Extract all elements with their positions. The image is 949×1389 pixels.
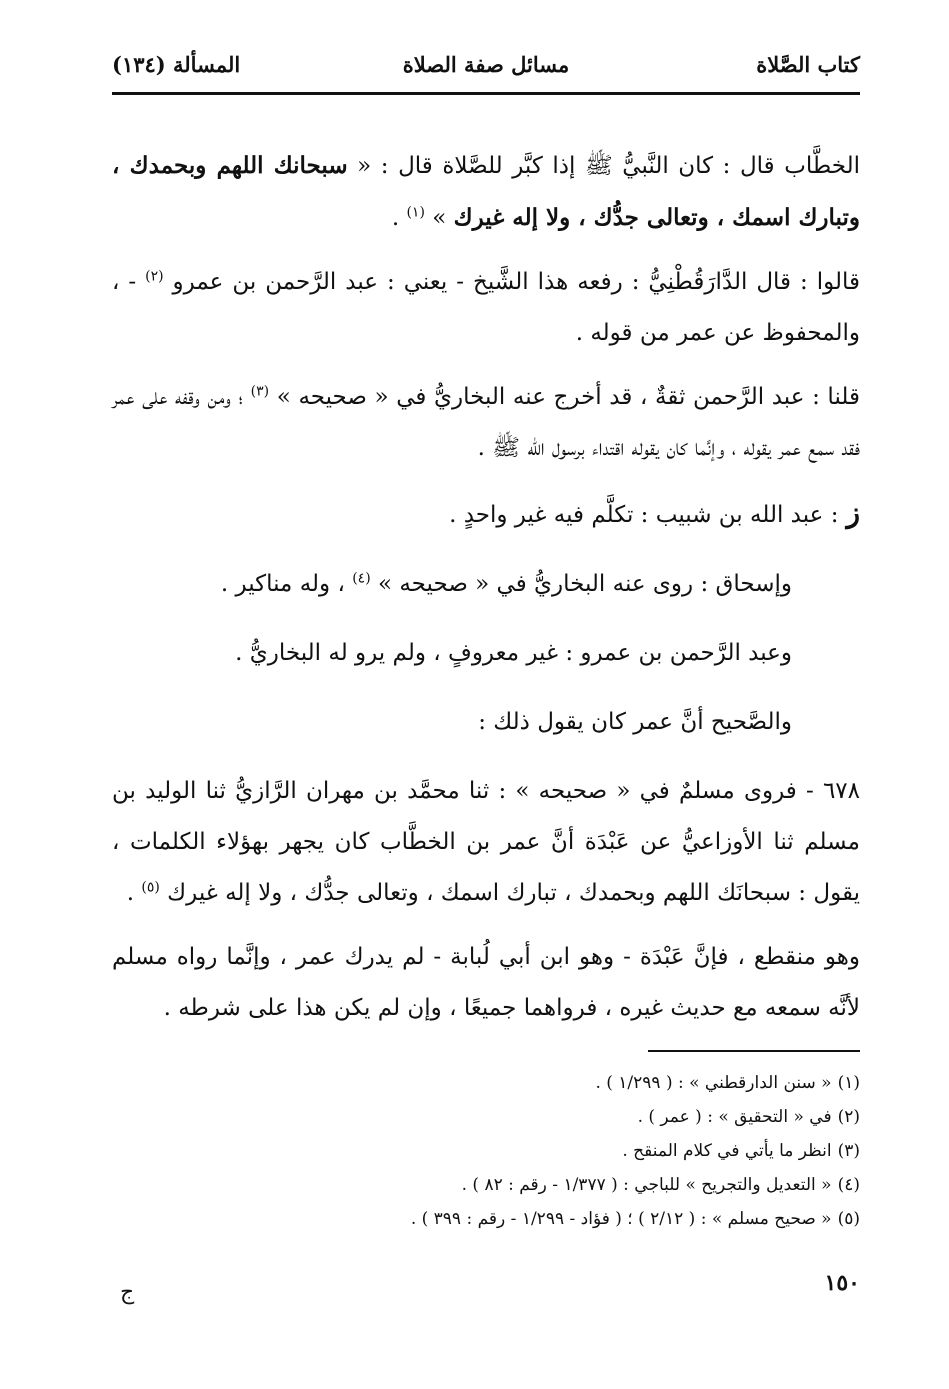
quoted-dua-text: سبحانك اللهم وبحمدك ، وتبارك اسمك ، وتعالى جدُّك ، ولا إله غيرك [112,152,860,231]
footnote-text: في « التحقيق » : ( عمر ) . [637,1107,832,1127]
paragraph-daraqutni-comment [112,257,860,359]
signature-mark: ج [120,1280,135,1305]
text-run: . [126,880,142,906]
text-run: قلنا : عبد الرَّحمن ثقةٌ ، قد أخرج عنه البخاريُّ في « صحيحه » [269,384,860,410]
text-run: والصَّحيح أنَّ عمر كان يقول ذلك : [478,709,792,735]
footnote-text: « سنن الدارقطني » : ( ١/٢٩٩ ) . [595,1073,832,1093]
text-run: ؛ ومن وقفه على عمر فقد سمع عمر يقوله ، وإنَّما كان يقوله اقتداء برسول الله ﷺ . [112,384,860,461]
z-marker: ز [846,496,860,529]
footnote-ref: (٥) [141,879,160,896]
footnote [112,1100,860,1134]
z-section-line [112,697,860,748]
footnote-ref: (٢) [145,268,164,285]
text-run: : عبد الله بن شبيب : تكلَّم فيه غير واحدٍ . [449,502,839,528]
section-title: مسائل صفة الصلاة [402,52,570,77]
paragraph-hadith-678 [112,766,860,919]
footnote-number: (٢) [837,1107,860,1127]
footnote-ref: (٣) [250,383,270,400]
text-run: الخطَّاب قال : كان النَّبيُّ ﷺ إذا كبَّر للصَّلاة قال : « [347,153,861,179]
paragraph-hadith-text [112,140,860,244]
z-section-line [112,559,860,610]
footnote-number: (١) [837,1073,860,1093]
footnote-number: (٥) [837,1209,860,1229]
text-run: ، وله مناكير . [220,571,353,597]
footnote-text: انظر ما يأتي في كلام المنقح . [622,1141,832,1161]
footnote [112,1202,860,1236]
text-run: وهو منقطع ، فإنَّ عَبْدَة - وهو ابن أبي لُبابة - لم يدرك عمر ، وإنَّما رواه مسلم لأنَّه سمعه مع حديث غيره ، فرواهما جميعًا ، وإن لم يكن هذا على شرطه . [112,944,860,1021]
header-divider [112,92,860,95]
footnote-ref: (٤) [352,570,371,587]
paragraph-response [112,372,860,474]
text-run: وإسحاق : روى عنه البخاريُّ في « صحيحه » [370,571,792,597]
footnotes [112,1066,860,1236]
footnote [112,1066,860,1100]
footnote-ref: (١) [406,204,425,221]
text-run: - ، والمحفوظ عن عمر من قوله . [112,269,860,346]
page-number: ١٥٠ [824,1270,860,1296]
text-run: قالوا : قال الدَّارَقُطْنِيُّ : رفعه هذا الشَّيخ - يعني : عبد الرَّحمن بن عمرو [163,269,860,295]
footnote-number: (٣) [837,1141,860,1161]
footnote-text: « التعديل والتجريح » للباجي : ( ١/٣٧٧ - رقم : ٨٢ ) . [461,1175,832,1195]
footnote-text: « صحيح مسلم » : ( ٢/١٢ ) ؛ ( فؤاد - ١/٢٩٩ - رقم : ٣٩٩ ) . [410,1209,832,1229]
text-run: . [391,205,407,231]
issue-label: المسألة (١٣٤) [112,52,241,77]
paragraph-evaluation [112,932,860,1034]
z-section-line [112,487,860,541]
footnote [112,1134,860,1168]
footnote [112,1168,860,1202]
footnote-divider [648,1050,860,1052]
footnote-number: (٤) [837,1175,860,1195]
text-run: وعبد الرَّحمن بن عمرو : غير معروفٍ ، ولم يرو له البخاريُّ . [235,640,792,666]
z-section-line [112,628,860,679]
text-run: » [424,205,454,231]
book-title: كتاب الصَّلاة [756,52,860,77]
text-run: ٦٧٨ - فروى مسلمٌ في « صحيحه » : ثنا محمَّد بن مهران الرَّازيُّ ثنا الوليد بن مسلم ثنا الأوزاعيُّ عن عَبْدَة أنَّ عمر بن الخطَّاب كان يجهر بهؤلاء الكلمات ، يقول : سبحانَك اللهم وبحمدك ، تبارك اسمك ، وتعالى جدُّك ، ولا إله غيرك [112,778,860,906]
running-header [112,52,860,88]
z-line-text [449,502,838,528]
main-text [112,140,860,1047]
